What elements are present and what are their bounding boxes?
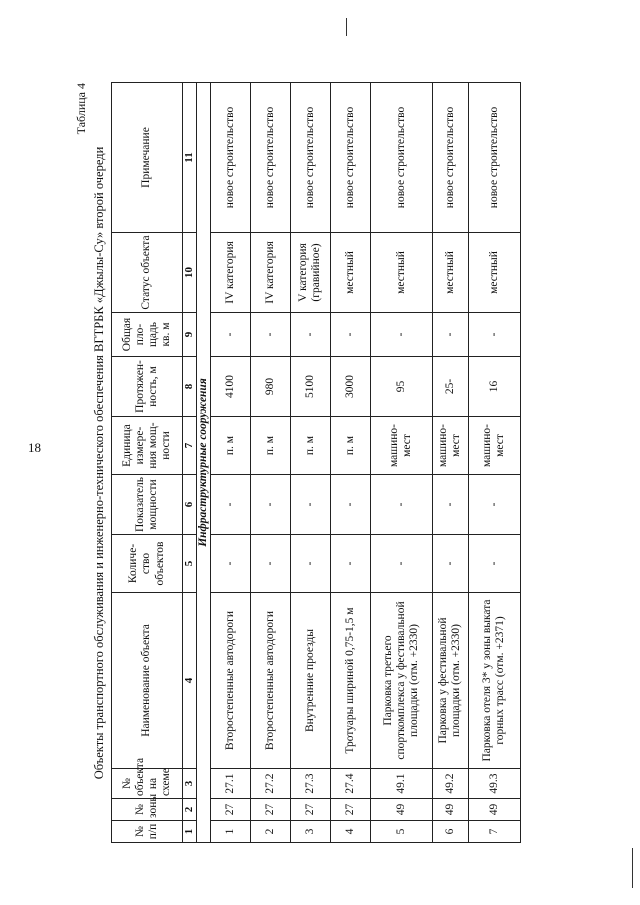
table-cell: 27 [330,799,370,821]
column-number: 7 [183,417,197,475]
table-cell: - [468,475,520,535]
table-cell: - [370,535,432,593]
table-cell: 27.3 [290,769,330,799]
scan-artifact-right [632,848,633,888]
table-cell: 1 [210,821,250,843]
table-cell: 5100 [290,357,330,417]
objects-table [111,82,521,843]
table-cell: - [432,535,468,593]
table-cell: Парковка третьего спорткомплекса у фестивальной площадки (отм. +2330) [370,593,432,769]
column-number: 10 [183,233,197,313]
rotated-page-content [74,83,507,843]
column-header: Общая пло-щадь кв. м [112,313,183,357]
table-row [290,83,330,843]
table-cell: машино-мест [370,417,432,475]
table-cell: - [468,313,520,357]
table-cell: 16 [468,357,520,417]
column-number: 8 [183,357,197,417]
table-cell: - [250,475,290,535]
table-row [468,83,520,843]
table-cell: Тротуары шириной 0,75-1,5 м [330,593,370,769]
table-cell: 27 [210,799,250,821]
section-title: Инфраструктурные сооружения [196,83,210,843]
scan-artifact-top [346,18,347,36]
table-cell: новое строительство [210,83,250,233]
column-header: № объекта на схеме [112,769,183,799]
table-cell: машино-мест [468,417,520,475]
column-header: № зоны [112,799,183,821]
table-cell: Второстепенные автодороги [210,593,250,769]
column-number-row [183,83,197,843]
table-cell: п. м [330,417,370,475]
table-cell: 49 [432,799,468,821]
column-header: Протяжен-ность, м [112,357,183,417]
column-header: Наименование объекта [112,593,183,769]
table-cell: новое строительство [330,83,370,233]
column-number: 11 [183,83,197,233]
header-row [112,83,183,843]
table-cell: 6 [432,821,468,843]
table-row [370,83,432,843]
table-cell: - [210,313,250,357]
table-cell: - [432,475,468,535]
table-cell: IV категория [250,233,290,313]
section-row [196,83,210,843]
column-header: № п/п [112,821,183,843]
table-cell: - [370,313,432,357]
table-cell: местный [330,233,370,313]
table-cell: п. м [250,417,290,475]
table-cell: 27.2 [250,769,290,799]
column-number: 4 [183,593,197,769]
table-cell: местный [370,233,432,313]
table-cell: Парковка у фестивальной площадки (отм. +2330) [432,593,468,769]
table-row [250,83,290,843]
table-row [330,83,370,843]
table-cell: 2 [250,821,290,843]
table-cell: - [290,535,330,593]
table-cell: V категория (гравийное) [290,233,330,313]
table-cell: п. м [210,417,250,475]
table-cell: - [290,475,330,535]
table-cell: 27 [250,799,290,821]
table-cell: 7 [468,821,520,843]
column-header: Статус объекта [112,233,183,313]
table-cell: 980 [250,357,290,417]
table-cell: 27.4 [330,769,370,799]
table-cell: новое строительство [250,83,290,233]
table-cell: 49 [468,799,520,821]
column-number: 2 [183,799,197,821]
column-number: 3 [183,769,197,799]
table-cell: 3 [290,821,330,843]
table-cell: - [330,535,370,593]
table-cell: Парковка отеля 3* у зоны выката горных трасс (отм. +2371) [468,593,520,769]
table-cell: местный [432,233,468,313]
column-number: 1 [183,821,197,843]
table-cell: 25- [432,357,468,417]
table-cell: - [330,313,370,357]
table-label: Таблица 4 [74,83,88,135]
table-cell: 27 [290,799,330,821]
column-header: Единица измере-ния мощ-ности [112,417,183,475]
column-header: Количе-ство объектов [112,535,183,593]
table-cell: - [210,535,250,593]
table-caption: Объекты транспортного обслуживания и инженерно-технического обеспечения ВГТРБК «Джылы-Су» второй очереди [92,146,106,780]
table-cell: местный [468,233,520,313]
table-cell: - [370,475,432,535]
table-cell: новое строительство [468,83,520,233]
table-cell: 3000 [330,357,370,417]
table-cell: - [330,475,370,535]
table-row [432,83,468,843]
table-cell: - [250,313,290,357]
table-cell: - [250,535,290,593]
table-cell: - [432,313,468,357]
column-number: 9 [183,313,197,357]
table-cell: 49.3 [468,769,520,799]
table-cell: 4 [330,821,370,843]
table-cell: - [468,535,520,593]
table-cell: 95 [370,357,432,417]
table-cell: 27.1 [210,769,250,799]
table-cell: Внутренние проезды [290,593,330,769]
table-cell: Второстепенные автодороги [250,593,290,769]
table-cell: машино-мест [432,417,468,475]
table-cell: IV категория [210,233,250,313]
table-row [210,83,250,843]
table-cell: новое строительство [290,83,330,233]
table-cell: новое строительство [432,83,468,233]
column-number: 6 [183,475,197,535]
table-cell: 4100 [210,357,250,417]
table-cell: 49.1 [370,769,432,799]
page-number: 18 [28,440,41,455]
column-number: 5 [183,535,197,593]
table-cell: 49 [370,799,432,821]
table-cell: 49.2 [432,769,468,799]
table-cell: 5 [370,821,432,843]
table-cell: новое строительство [370,83,432,233]
column-header: Показатель мощности [112,475,183,535]
table-cell: п. м [290,417,330,475]
table-cell: - [210,475,250,535]
table-cell: - [290,313,330,357]
column-header: Примечание [112,83,183,233]
